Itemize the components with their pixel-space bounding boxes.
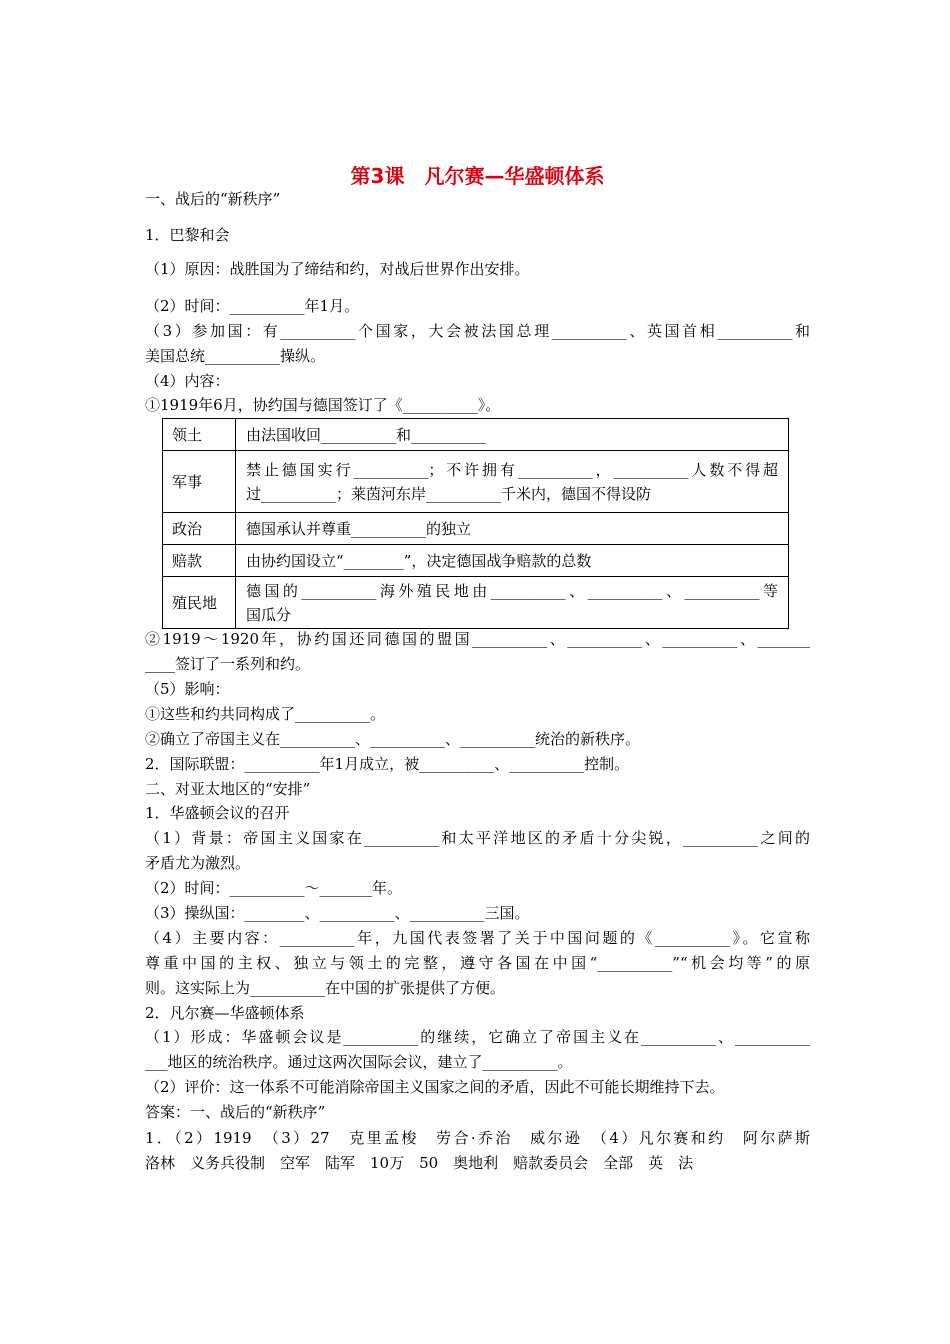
table-cell: 由法国收回__________和__________ <box>236 419 789 451</box>
paragraph-line: ①1919年6月，协约国与德国签订了《__________》。 <box>145 396 501 414</box>
table-cell <box>236 577 789 629</box>
table-cell <box>236 451 789 513</box>
table-row-head: 政治 <box>163 513 236 545</box>
paragraph-line: （4）主要内容：__________年，九国代表签署了关于中国问题的《__________》。它宣称 <box>145 929 810 947</box>
paragraph-line: （5）影响： <box>145 680 230 698</box>
subsection-heading: 2．凡尔赛—华盛顿体系 <box>145 1004 305 1022</box>
section-heading: 一、战后的“新秩序” <box>145 190 281 208</box>
paragraph-line: （3）参加国：有__________个国家，大会被法国总理__________、英国首相__________和 <box>145 322 810 340</box>
paragraph-line: 美国总统__________操纵。 <box>145 347 326 365</box>
paragraph-line: 2．国际联盟：__________年1月成立，被__________、__________控制。 <box>145 755 630 773</box>
paragraph-line: （2）时间：__________年1月。 <box>145 297 360 315</box>
table-row <box>163 513 789 545</box>
table-cell: 德国承认并尊重__________的独立 <box>236 513 789 545</box>
table-cell-line: 过__________；莱茵河东岸__________千米内，德国不得设防 <box>246 484 652 503</box>
versailles-treaty-table <box>162 418 789 629</box>
table-row-head: 殖民地 <box>163 577 236 629</box>
paragraph-line: （1）原因：战胜国为了缔结和约，对战后世界作出安排。 <box>145 260 530 278</box>
table-cell-line: 国瓜分 <box>246 605 292 624</box>
table-row <box>163 545 789 577</box>
paragraph-line: ___地区的统治秩序。通过这两次国际会议，建立了__________。 <box>145 1053 573 1071</box>
paragraph-line: ②1919～1920年，协约国还同德国的盟国__________、__________、__________、_______ <box>145 630 810 648</box>
section-heading: 二、对亚太地区的“安排” <box>145 780 311 798</box>
paragraph-line: ①这些和约共同构成了__________。 <box>145 705 386 723</box>
table-row <box>163 577 789 629</box>
paragraph-line: 矛盾尤为激烈。 <box>145 854 251 872</box>
paragraph-line: ____签订了一系列和约。 <box>145 655 311 673</box>
table-row-head: 领土 <box>163 419 236 451</box>
table-cell: 由协约国设立“________”，决定德国战争赔款的总数 <box>236 545 789 577</box>
paragraph-line: （4）内容： <box>145 372 230 390</box>
subsection-heading: 1．华盛顿会议的召开 <box>145 804 290 822</box>
table-cell-line: 禁止德国实行__________；不许拥有__________，__________人数不得超 <box>246 460 778 479</box>
subsection-heading: 1．巴黎和会 <box>145 226 230 244</box>
paragraph-line: ②确立了帝国主义在__________、__________、__________统治的新秩序。 <box>145 730 641 748</box>
paragraph-line: （2）评价：这一体系不可能消除帝国主义国家之间的矛盾，因此不可能长期维持下去。 <box>145 1078 725 1096</box>
table-row-head: 军事 <box>163 451 236 513</box>
table-row-head: 赔款 <box>163 545 236 577</box>
answer-heading: 答案：一、战后的“新秩序” <box>145 1103 326 1121</box>
paragraph-line: （1）背景：帝国主义国家在__________和太平洋地区的矛盾十分尖锐，__________之间的 <box>145 829 810 847</box>
answer-line: 1．（2）1919 （3）27 克里孟梭 劳合·乔治 威尔逊 （4）凡尔赛和约 阿尔萨斯 <box>145 1129 810 1147</box>
table-cell-line: 德国的__________海外殖民地由__________、__________、__________等 <box>246 581 778 600</box>
paragraph-line: 则。这实际上为__________在中国的扩张提供了方便。 <box>145 979 506 997</box>
paragraph-line: （2）时间：__________～_______年。 <box>145 879 403 897</box>
table-row <box>163 451 789 513</box>
table-row <box>163 419 789 451</box>
paragraph-line: （3）操纵国：________、__________、__________三国。 <box>145 904 530 922</box>
paragraph-line: 尊重中国的主权、独立与领土的完整，遵守各国在中国“__________”“机会均等”的原 <box>145 954 810 972</box>
paragraph-line: （1）形成：华盛顿会议是__________的继续，它确立了帝国主义在__________、__________ <box>145 1028 810 1046</box>
answer-line: 洛林 义务兵役制 空军 陆军 10万 50 奥地利 赔款委员会 全部 英 法 <box>145 1154 694 1172</box>
page-title: 第3课 凡尔赛—华盛顿体系 <box>350 164 605 188</box>
